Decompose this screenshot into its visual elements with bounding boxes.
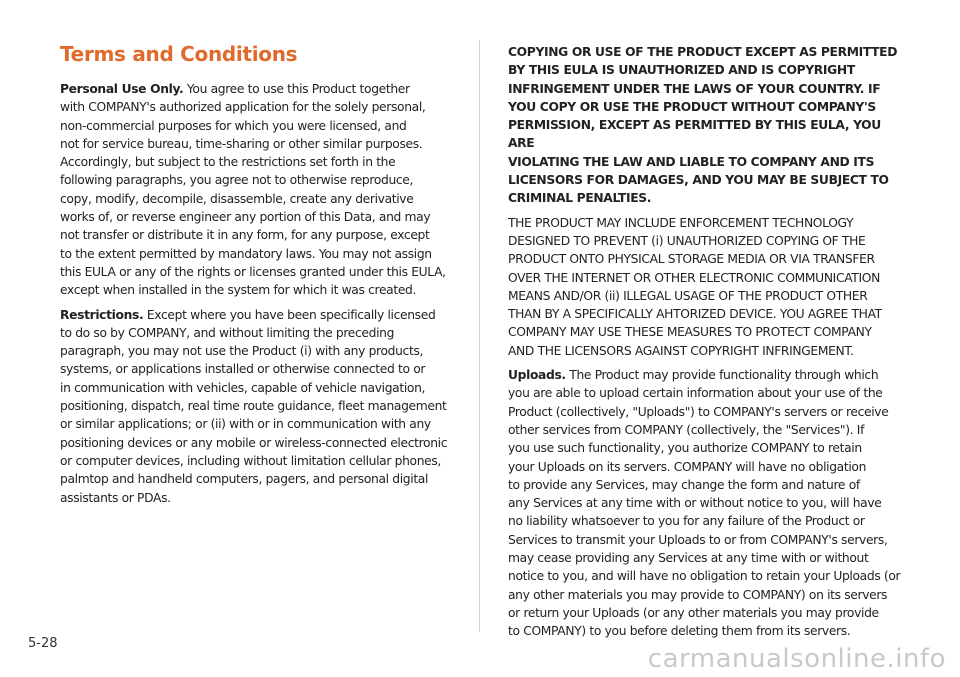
page-title: Terms and Conditions: [60, 42, 298, 66]
right-column: [508, 43, 908, 647]
enforcement-paragraph: THE PRODUCT MAY INCLUDE ENFORCEMENT TECHNOLOGY DESIGNED TO PREVENT (i) UNAUTHORIZED COPYING OF THE PRODUCT ONTO PHYSICAL STORAGE MEDIA OR VIA TRANSFER OVER THE INTERNET OR OTHER ELECTRONIC COMMUNICATION MEANS AND/OR (ii) ILLEGAL USAGE OF THE PRODUCT OTHER THAN BY A SPECIFICALLY AHTORIZED DEVICE. YOU AGREE THAT COMPANY MAY USE THESE MEASURES TO PROTECT COMPANY AND THE LICENSORS AGAINST COPYRIGHT INFRINGEMENT.: [508, 215, 882, 358]
column-divider: [479, 40, 480, 632]
uploads-paragraph: [508, 366, 908, 640]
watermark-text: carmanualsonline.info: [647, 644, 946, 674]
uploads-lead: Uploads.: [508, 368, 566, 383]
copying-warning-paragraph: COPYING OR USE OF THE PRODUCT EXCEPT AS PERMITTED BY THIS EULA IS UNAUTHORIZED AND IS COPYRIGHT INFRINGEMENT UNDER THE LAWS OF YOUR COUNTRY. IF YOU COPY OR USE THE PRODUCT WITHOUT COMPANY'S PERMISSION, EXCEPT AS PERMITTED BY THIS EULA, YOU ARE VIOLATING THE LAW AND LIABLE TO COMPANY AND ITS LICENSORS FOR DAMAGES, AND YOU MAY BE SUBJECT TO CRIMINAL PENALTIES.: [508, 45, 898, 206]
left-column: [60, 80, 460, 513]
restrictions-lead: Restrictions.: [60, 307, 144, 322]
personal-use-paragraph: [60, 80, 460, 300]
personal-use-body: You agree to use this Product together with COMPANY's authorized application for the solely personal, non-commercial purposes for which you were licensed, and not for service bureau, time-sharing or other similar purposes. Accordingly, but subject to the restrictions set forth in the following paragraphs, you agree not to otherwise reproduce, copy, modify, decompile, disassemble, create any derivative works of, or reverse engineer any portion of this Data, and may not transfer or distribute it in any form, for any purpose, except to the extent permitted by mandatory laws. You may not assign this EULA or any of the rights or licenses granted under this EULA, except when installed in the system for which it was created.: [60, 82, 446, 298]
page-number: 5-28: [28, 636, 58, 651]
uploads-body: The Product may provide functionality through which you are able to upload certain information about your use of the Product (collectively, "Uploads") to COMPANY's servers or receive other services from COMPANY (collectively, the "Services"). If you use such functionality, you authorize COMPANY to retain your Uploads on its servers. COMPANY will have no obligation to provide any Services, may change the form and nature of any Services at any time with or without notice to you, will have no liability whatsoever to you for any failure of the Product or Services to transmit your Uploads to or from COMPANY's servers, may cease providing any Services at any time with or without notice to you, and will have no obligation to retain your Uploads (or any other materials you may provide to COMPANY) on its servers or return your Uploads (or any other materials you may provide to COMPANY) to you before deleting them from its servers.: [508, 368, 901, 639]
restrictions-paragraph: [60, 306, 460, 507]
restrictions-body: Except where you have been specifically licensed to do so by COMPANY, and without limiting the preceding paragraph, you may not use the Product (i) with any products, systems, or applications installed or otherwise connected to or in communication with vehicles, capable of vehicle navigation, positioning, dispatch, real time route guidance, fleet management or similar applications; or (ii) with or in communication with any positioning devices or any mobile or wireless-connected electronic or computer devices, including without limitation cellular phones, palmtop and handheld computers, pagers, and personal digital assistants or PDAs.: [60, 307, 448, 505]
personal-use-lead: Personal Use Only.: [60, 82, 184, 96]
